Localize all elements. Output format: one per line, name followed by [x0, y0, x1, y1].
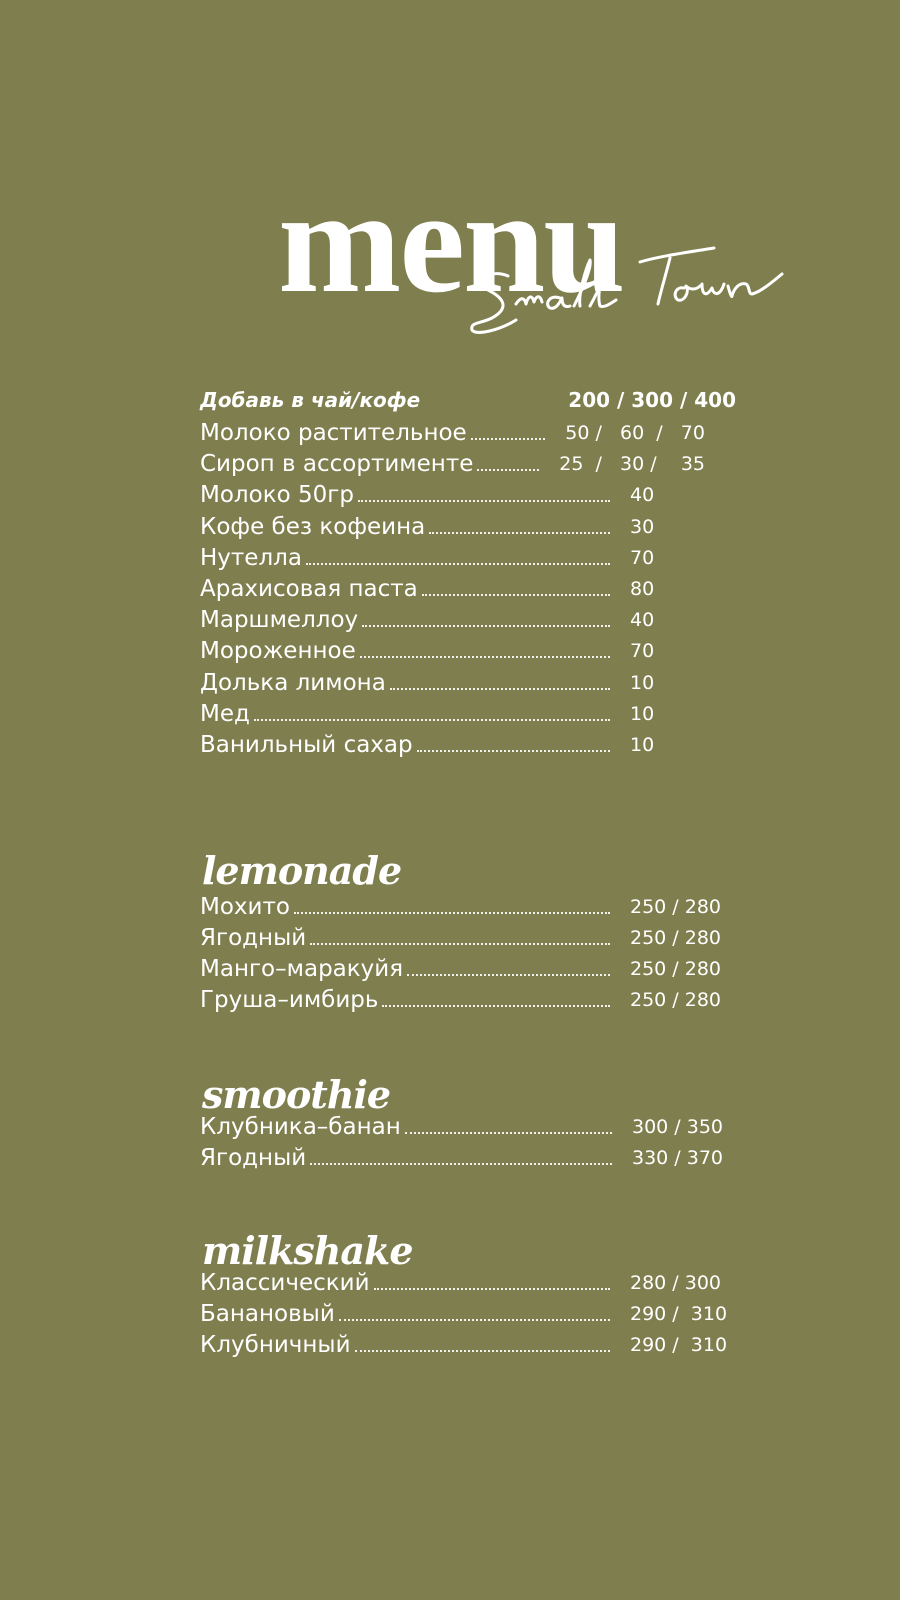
- dotted-leader: [355, 1350, 610, 1352]
- menu-item-row: [200, 921, 755, 951]
- menu-item-price: 290 / 310: [630, 1334, 728, 1356]
- dotted-leader: [294, 912, 610, 914]
- menu-item-price: 40: [630, 609, 655, 632]
- menu-item-row: [200, 603, 705, 633]
- menu-item-name: Долька лимона: [200, 669, 386, 696]
- menu-item-price: 250 / 280: [630, 989, 722, 1011]
- menu-item-price: 50 / 60 / 70: [565, 422, 705, 444]
- menu-item-price: 280 / 300: [630, 1272, 722, 1294]
- menu-item-row: [200, 541, 705, 571]
- dotted-leader: [360, 656, 610, 658]
- menu-item-row: [200, 1110, 758, 1140]
- dotted-leader: [382, 1005, 610, 1007]
- menu-item-row: [200, 634, 705, 664]
- dotted-leader: [422, 594, 610, 596]
- menu-item-name: Маршмеллоу: [200, 607, 359, 634]
- menu-item-name: Манго–маракуйя: [200, 956, 404, 982]
- menu-item-row: [200, 572, 705, 602]
- menu-item-row: [200, 1141, 758, 1171]
- menu-item-row: [200, 1266, 755, 1296]
- dotted-leader: [339, 1319, 610, 1321]
- menu-item-price: 10: [630, 734, 655, 756]
- menu-item-price: 300 / 350: [632, 1116, 724, 1138]
- menu-item-price: 290 / 310: [630, 1303, 728, 1325]
- dotted-leader: [310, 943, 610, 945]
- dotted-leader: [477, 469, 539, 471]
- menu-item-price: 70: [630, 546, 655, 569]
- menu-item-price: 250 / 280: [630, 927, 722, 949]
- addons-sizes: 200 / 300 / 400: [568, 388, 736, 412]
- menu-item-price: 330 / 370: [632, 1147, 724, 1169]
- lemonade-title: lemonade: [202, 848, 402, 893]
- dotted-leader: [390, 688, 610, 690]
- milkshake-title: milkshake: [202, 1228, 413, 1273]
- menu-item-name: Кофе без кофеина: [200, 513, 426, 540]
- dotted-leader: [429, 532, 610, 534]
- dotted-leader: [306, 563, 610, 565]
- smoothie-title: smoothie: [202, 1072, 391, 1117]
- small-town-signature-icon: [470, 238, 790, 348]
- menu-item-price: 250 / 280: [630, 896, 722, 918]
- menu-item-name: Мед: [200, 700, 250, 727]
- menu-item-price: 25 / 30 / 35: [559, 453, 705, 476]
- menu-item-row: [200, 1297, 755, 1327]
- dotted-leader: [417, 750, 610, 752]
- menu-item-row: [200, 697, 705, 727]
- menu-item-price: 70: [630, 640, 655, 663]
- dotted-leader: [358, 500, 610, 502]
- dotted-leader: [405, 1132, 612, 1134]
- menu-item-name: Мохито: [200, 894, 290, 920]
- dotted-leader: [407, 974, 610, 976]
- menu-item-name: Груша–имбирь: [200, 987, 379, 1013]
- addons-header: [200, 388, 736, 412]
- dotted-leader: [374, 1288, 610, 1290]
- menu-item-row: [200, 890, 755, 920]
- menu-item-row: [200, 478, 705, 508]
- menu-item-price: 40: [630, 484, 655, 507]
- menu-item-name: Клубничный: [200, 1332, 351, 1358]
- menu-item-name: Ванильный сахар: [200, 732, 413, 758]
- menu-item-name: Ягодный: [200, 925, 307, 951]
- menu-item-name: Клубника–банан: [200, 1114, 401, 1140]
- menu-title: menu: [278, 160, 624, 324]
- menu-item-name: Сироп в ассортименте: [200, 451, 474, 478]
- menu-item-row: [200, 416, 705, 446]
- small-town-script-logo: [470, 238, 790, 348]
- menu-item-name: Нутелла: [200, 544, 302, 571]
- menu-item-name: Банановый: [200, 1301, 335, 1327]
- menu-item-name: Молоко 50гр: [200, 482, 354, 509]
- menu-item-row: [200, 983, 755, 1013]
- menu-item-name: Мороженное: [200, 638, 356, 665]
- menu-item-name: Классический: [200, 1270, 370, 1296]
- menu-item-row: [200, 1328, 755, 1358]
- menu-item-row: [200, 952, 755, 982]
- dotted-leader: [254, 719, 610, 721]
- menu-item-price: 30: [630, 515, 655, 538]
- menu-item-price: 80: [630, 578, 655, 600]
- menu-item-price: 10: [630, 671, 655, 694]
- menu-item-row: [200, 728, 705, 758]
- menu-item-price: 10: [630, 702, 655, 725]
- menu-item-name: Арахисовая паста: [200, 576, 418, 602]
- dotted-leader: [310, 1163, 612, 1165]
- menu-item-row: [200, 666, 705, 696]
- menu-item-name: Молоко растительное: [200, 420, 467, 446]
- addons-label: Добавь в чай/кофе: [200, 388, 421, 412]
- dotted-leader: [362, 625, 610, 627]
- menu-item-name: Ягодный: [200, 1145, 307, 1171]
- menu-item-row: [200, 447, 705, 477]
- menu-item-row: [200, 510, 705, 540]
- dotted-leader: [471, 438, 546, 440]
- menu-item-price: 250 / 280: [630, 958, 722, 980]
